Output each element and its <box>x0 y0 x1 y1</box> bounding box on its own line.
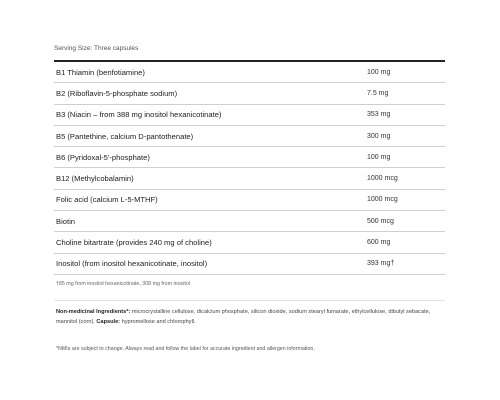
nutrient-amount: 300 mg <box>367 132 391 140</box>
section-divider <box>54 300 445 301</box>
nutrient-name: Choline bitartrate (provides 240 mg of choline) <box>56 238 212 248</box>
nutrient-table <box>54 62 445 275</box>
nutrient-amount: 393 mg† <box>367 260 395 268</box>
non-medicinal-ingredients <box>54 307 445 328</box>
nutrient-row <box>54 147 445 168</box>
nutrient-row <box>54 232 445 253</box>
nutrient-name: B12 (Methylcobalamin) <box>56 174 134 184</box>
nutrient-name: Inositol (from inositol hexanicotinate, inositol) <box>56 259 208 269</box>
nutrient-name: Biotin <box>56 216 75 226</box>
nutrient-row <box>54 62 445 83</box>
nutrient-amount: 1000 mcg <box>367 175 398 183</box>
nutrient-row <box>54 211 445 232</box>
nutrient-amount: 100 mg <box>367 68 391 76</box>
nutrient-name: B2 (Riboflavin-5-phosphate sodium) <box>56 88 178 98</box>
capsule-label: Capsule: <box>96 319 121 326</box>
nutrient-row <box>54 168 445 189</box>
supplement-facts-panel <box>54 40 445 352</box>
nutrient-amount: 7.5 mg <box>367 89 389 97</box>
nutrient-row <box>54 254 445 275</box>
nutrient-row <box>54 83 445 104</box>
inositol-footnote: †85 mg from inositol hexanicotinate, 308 mg from inositol <box>56 280 190 287</box>
nutrient-name: B3 (Niacin – from 388 mg inositol hexanicotinate) <box>56 110 222 120</box>
nutrient-amount: 353 mg <box>367 111 391 119</box>
capsule-text: hypromellose and chlorophyll. <box>120 319 196 326</box>
nutrient-name: B1 Thiamin (benfotiamine) <box>56 67 145 77</box>
nmi-disclaimer: *NMIs are subject to change. Always read and follow the label for accurate ingredient and allergen information. <box>56 345 315 352</box>
nutrient-amount: 1000 mcg <box>367 196 398 204</box>
nutrient-name: B5 (Pantethine, calcium D-pantothenate) <box>56 131 194 141</box>
nutrient-amount: 500 mcg <box>367 217 394 225</box>
ingredients-text: microcrystalline cellulose, dicalcium phosphate, silicon dioxide, sodium stearyl fumarate, ethylcellulose, dibutyl sebacate, mannitol (corn). <box>56 308 431 326</box>
ingredients-label: Non-medicinal Ingredients*: <box>56 308 131 315</box>
serving-size: Serving Size: Three capsules <box>54 45 139 52</box>
nutrient-row <box>54 126 445 147</box>
nutrient-amount: 600 mg <box>367 239 391 247</box>
nutrient-name: B6 (Pyridoxal-5'-phosphate) <box>56 152 150 162</box>
nutrient-amount: 100 mg <box>367 153 391 161</box>
nutrient-name: Folic acid (calcium L-5-MTHF) <box>56 195 158 205</box>
nutrient-row <box>54 190 445 211</box>
nutrient-row <box>54 105 445 126</box>
